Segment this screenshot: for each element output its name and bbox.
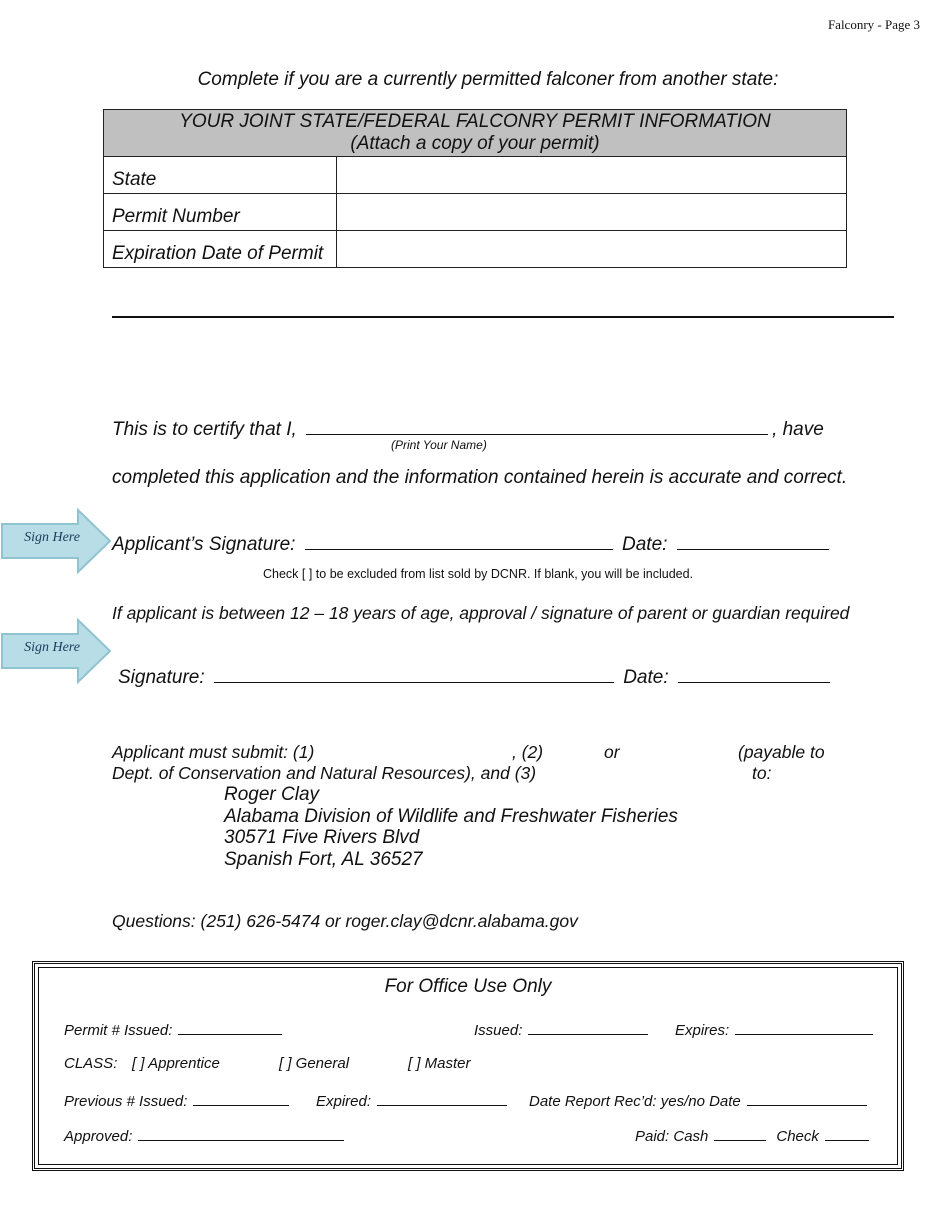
page-label: Falconry - Page 3 <box>827 17 920 32</box>
submit-line-1a: Applicant must submit: (1) <box>112 742 315 762</box>
approved-label: Approved: <box>64 1128 133 1145</box>
guardian-note: If applicant is between 12 – 18 years of age, approval / signature of parent or guardian required <box>112 603 850 623</box>
paid-cash-field[interactable] <box>714 1126 766 1141</box>
submit-line-1c: or <box>604 742 620 762</box>
permit-row-label: Expiration Date of Permit <box>104 231 337 268</box>
certify-suffix: , have <box>772 419 824 440</box>
submit-line-2a: Dept. of Conservation and Natural Resources), and (3) <box>112 763 537 783</box>
applicant-date-field[interactable] <box>677 532 829 550</box>
applicant-signature-label: Applicant’s Signature: <box>112 534 296 555</box>
permit-issued-field[interactable] <box>178 1020 282 1035</box>
submit-line-2b: to: <box>752 763 772 783</box>
expiration-date-field[interactable] <box>337 231 847 268</box>
address-line: Alabama Division of Wildlife and Freshwater Fisheries <box>224 805 678 827</box>
expires-row <box>675 1020 873 1039</box>
date-report-field[interactable] <box>747 1091 867 1106</box>
approved-field[interactable] <box>138 1126 344 1141</box>
permit-info-table <box>103 109 847 268</box>
permit-row-label: Permit Number <box>104 194 337 231</box>
submit-line-1b: , (2) <box>512 742 544 762</box>
expires-field[interactable] <box>735 1020 873 1035</box>
guardian-signature-line <box>118 665 834 689</box>
approved-row <box>64 1126 344 1145</box>
applicant-signature-field[interactable] <box>305 532 613 550</box>
class-general-checkbox[interactable]: [ ] General <box>279 1055 350 1072</box>
date-report-row <box>529 1091 867 1110</box>
permit-issued-row <box>64 1020 282 1039</box>
address-line: 30571 Five Rivers Blvd <box>224 827 420 848</box>
paid-check-label: Check <box>776 1128 819 1145</box>
date-report-label: Date Report Rec’d: yes/no Date <box>529 1093 741 1110</box>
paid-check-field[interactable] <box>825 1126 869 1141</box>
paid-cash-label: Paid: Cash <box>635 1128 709 1145</box>
expired-field[interactable] <box>377 1091 507 1106</box>
applicant-date-label: Date: <box>622 534 668 555</box>
permit-table-title: YOUR JOINT STATE/FEDERAL FALCONRY PERMIT INFORMATION <box>179 111 771 132</box>
expires-label: Expires: <box>675 1022 730 1039</box>
questions-contact: Questions: (251) 626-5474 or roger.clay@dcnr.alabama.gov <box>112 911 578 931</box>
exclusion-note: Check [ ] to be excluded from list sold by DCNR. If blank, you will be included. <box>263 567 694 581</box>
applicant-signature-line <box>112 532 833 556</box>
office-use-box <box>32 961 904 1171</box>
guardian-date-label: Date: <box>623 667 669 688</box>
permit-table-subtitle: (Attach a copy of your permit) <box>350 133 600 154</box>
class-apprentice-checkbox[interactable]: [ ] Apprentice <box>132 1055 220 1072</box>
sign-here-label: Sign Here <box>24 640 80 655</box>
certify-prefix: This is to certify that I, <box>112 419 297 440</box>
class-master-checkbox[interactable]: [ ] Master <box>408 1055 471 1072</box>
address-line: Roger Clay <box>224 784 320 805</box>
previous-issued-field[interactable] <box>193 1091 289 1106</box>
guardian-date-field[interactable] <box>678 665 830 683</box>
permit-table-header <box>104 110 847 157</box>
print-name-field[interactable] <box>306 417 768 435</box>
permit-issued-label: Permit # Issued: <box>64 1022 173 1039</box>
intro-text: Complete if you are a currently permitted falconer from another state: <box>197 69 779 90</box>
sign-here-arrow <box>0 618 112 684</box>
guardian-signature-field[interactable] <box>214 665 614 683</box>
submit-line-1d: (payable to <box>738 742 825 762</box>
issued-label: Issued: <box>474 1022 523 1039</box>
print-name-caption: (Print Your Name) <box>391 438 487 452</box>
issued-row <box>474 1020 648 1039</box>
state-field[interactable] <box>337 157 847 194</box>
expired-label: Expired: <box>316 1093 372 1110</box>
previous-issued-label: Previous # Issued: <box>64 1093 188 1110</box>
expired-row <box>316 1091 507 1110</box>
permit-number-field[interactable] <box>337 194 847 231</box>
permit-row-label: State <box>104 157 337 194</box>
previous-issued-row <box>64 1091 289 1110</box>
section-divider <box>112 316 894 318</box>
certify-line-2: completed this application and the information contained herein is accurate and correct. <box>112 467 848 488</box>
mailing-address <box>224 784 678 870</box>
issued-field[interactable] <box>528 1020 648 1035</box>
guardian-signature-label: Signature: <box>118 667 205 688</box>
sign-here-label: Sign Here <box>24 530 80 545</box>
address-line: Spanish Fort, AL 36527 <box>224 848 423 870</box>
class-label: CLASS: <box>64 1055 118 1072</box>
paid-row <box>635 1126 869 1145</box>
sign-here-arrow <box>0 508 112 574</box>
office-use-title: For Office Use Only <box>384 976 552 997</box>
